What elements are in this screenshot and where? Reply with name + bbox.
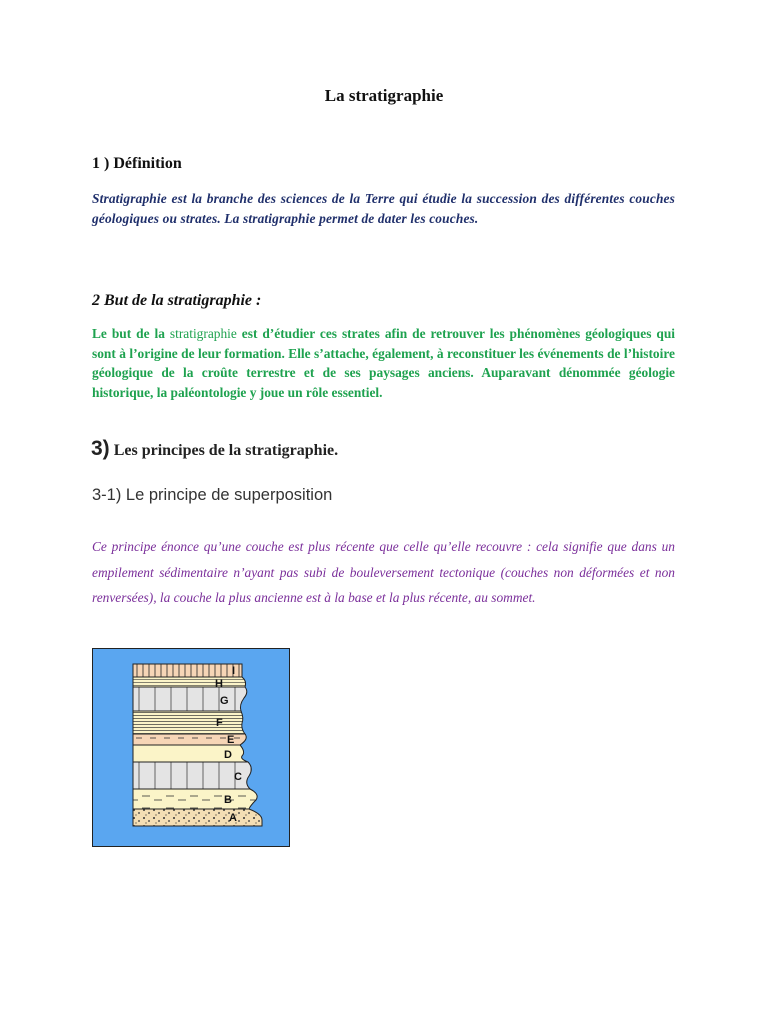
goal-text-start: Le but de la — [92, 326, 170, 341]
layer-label-e: E — [227, 734, 235, 746]
layer-label-b: B — [224, 794, 232, 806]
layer-label-c: C — [234, 771, 242, 783]
superposition-paragraph: Ce principe énonce qu’une couche est plus récente que celle qu’elle recouvre : cela signifie que dans un empilement sédimentaire n’ayant pas subi de bouleversement tectonique (couches non déformées et non renversées), la couche la plus ancienne est à la base et la plus récente, au sommet. — [92, 539, 675, 605]
layer-a — [133, 809, 262, 826]
section-heading-goal: 2 But de la stratigraphie : — [92, 292, 262, 309]
superposition-diagram — [92, 648, 290, 847]
stratigraphie-link[interactable]: stratigraphie — [169, 326, 237, 341]
goal-paragraph — [92, 324, 675, 402]
layer-label-h: H — [215, 678, 223, 690]
layer-label-i: I — [232, 665, 236, 677]
document-title: La stratigraphie — [324, 86, 444, 105]
layer-label-f: F — [216, 717, 223, 729]
layer-label-a: A — [229, 812, 237, 824]
section-heading-principles — [91, 437, 338, 461]
layer-b — [133, 789, 257, 809]
layer-i — [133, 664, 242, 677]
section-number: 3) — [91, 437, 110, 460]
layer-f — [133, 711, 245, 734]
layer-label-g: G — [220, 695, 229, 707]
definition-paragraph: Stratigraphie est la branche des sciences de la Terre qui étudie la succession des différentes couches géologiques ou strates. La stratigraphie permet de dater les couches. — [92, 191, 675, 226]
goal-text-end: est d’étudier ces strates afin de retrouver les phénomènes géologiques qui sont à l’origine de leur formation. Elle s’attache, également, à reconstituer les événements de l’histoire géologique de la croûte terrestre et de ses paysages anciens. Auparavant dénommée géologie historique, la paléontologie y joue un rôle essentiel. — [92, 326, 675, 400]
section-title: Les principes de la stratigraphie. — [109, 442, 339, 459]
layer-g — [133, 687, 247, 711]
layer-h — [133, 677, 246, 687]
layer-label-d: D — [224, 749, 232, 761]
subsection-heading-superposition: 3-1) Le principe de superposition — [92, 486, 333, 504]
section-heading-definition: 1 ) Définition — [92, 155, 182, 172]
